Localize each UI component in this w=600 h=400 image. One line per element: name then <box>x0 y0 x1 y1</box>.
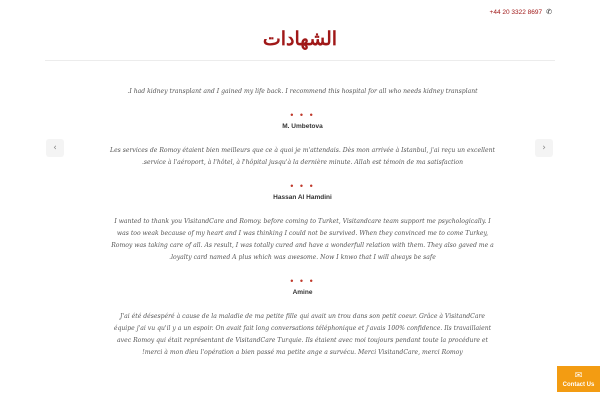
header-phone[interactable] <box>490 9 552 16</box>
page-title: الشهادات <box>262 28 338 50</box>
testimonial-author: Hassan Al Hamdini <box>273 194 332 201</box>
phone-icon: ✆ <box>546 9 552 16</box>
carousel-prev-button[interactable] <box>46 139 64 157</box>
testimonial-text: I had kidney transplant and I gained my life back. I recommend this hospital for all who needs kidney transplant. <box>127 88 478 95</box>
testimonial-item <box>110 145 495 201</box>
chevron-left-icon: ‹ <box>53 143 57 153</box>
carousel-next-button[interactable] <box>535 139 553 157</box>
separator-dots: • • • <box>290 276 315 286</box>
testimonial-text: J'ai été désespéré à cause de la maladie de ma petite fille qui avait un trou dans son petit coeur. Grâce à VisitandCare équipe j'ai vu qu'il y a un espoir. On avait fait long conversations téléphonique et j'avais 100% confidence. Ils travaillaient avec Romoy qui était représentant de VisitandCare Turquie. Ils étaient avec moi toujours pendant toute la procédure et merci à mon dieu l'opération a bien passé ma petite ange a survécu. Merci VisitandCare, merci Romoy! <box>113 313 492 356</box>
testimonial-item <box>110 311 495 359</box>
mail-icon: ✉ <box>574 369 583 380</box>
contact-us-label: Contact Us <box>562 381 595 388</box>
testimonial-author: M. Umbetova <box>282 123 323 130</box>
testimonial-text: Les services de Romoy étaient bien meilleurs que ce à quoi je m'attendais. Dès mon arrivée à Istanbul, j'ai reçu un excellent service à l'aéroport, à l'hôtel, à l'hôpital jusqu'à la dernière minute. Allah est témoin de ma satisfaction. <box>110 147 495 166</box>
testimonial-text: I wanted to thank you VisitandCare and Romoy. before coming to Turket, Visitandcare team support me psychologically. I was too weak because of my heart and I was thinking I could not be survived. When they convinced me to come Turkey, Romoy was taking care of all. As result, I was totally cured and have a wonderfull relation with them. They also gaved me a loyalty card named A plus which was awesome. Now I knwo that I will always be safe. <box>111 218 494 261</box>
testimonial-item <box>110 86 495 130</box>
separator-dots: • • • <box>290 181 315 191</box>
testimonials-list <box>110 86 495 359</box>
contact-us-button[interactable] <box>557 366 600 392</box>
testimonial-author: Amine <box>292 289 313 296</box>
top-bar <box>0 0 600 24</box>
phone-number[interactable]: +44 20 3322 8697 <box>489 9 543 16</box>
testimonial-item <box>110 216 495 296</box>
chevron-right-icon: › <box>542 143 546 153</box>
separator-dots: • • • <box>290 110 315 120</box>
title-divider <box>45 60 555 61</box>
